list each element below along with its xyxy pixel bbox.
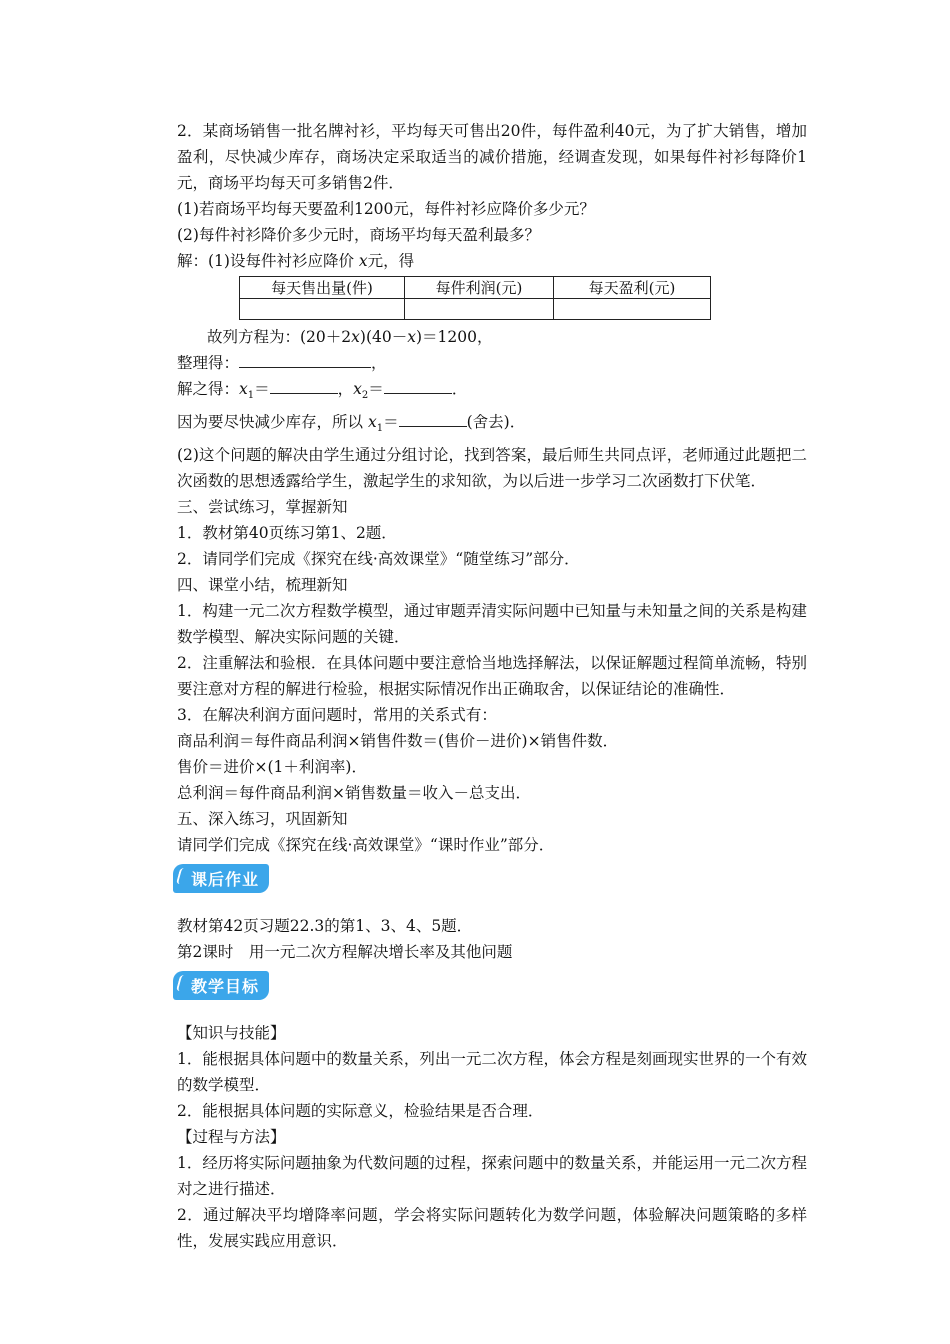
equation-part: )(40－ bbox=[359, 328, 408, 346]
simplify-blank[interactable] bbox=[239, 350, 371, 368]
simplify-line bbox=[147, 350, 807, 376]
teaching-goals-badge bbox=[173, 971, 269, 1000]
solution-setup bbox=[147, 248, 807, 274]
x2-blank[interactable] bbox=[384, 376, 452, 394]
section-3-heading: 三、尝试练习，掌握新知 bbox=[177, 498, 348, 517]
equation-part: )＝1200， bbox=[415, 328, 493, 346]
table-header-cell: 每件利润(元) bbox=[405, 277, 554, 299]
homework-text: 教材第42页习题22.3的第1、3、4、5题． bbox=[177, 917, 473, 936]
badge-label: 教学目标 bbox=[191, 977, 260, 997]
table-header-cell: 每天盈利(元) bbox=[554, 277, 711, 299]
punctuation: ． bbox=[451, 380, 468, 398]
subscript: 1 bbox=[376, 423, 384, 435]
punctuation: ， bbox=[337, 380, 354, 398]
equals-sign: ＝ bbox=[383, 413, 399, 432]
table-cell-blank bbox=[554, 299, 711, 320]
section-4-heading: 四、课堂小结，梳理新知 bbox=[177, 576, 348, 595]
equation-part: 故列方程为：(20＋2 bbox=[207, 328, 352, 346]
variable-x2: x bbox=[353, 380, 362, 398]
discard-blank[interactable] bbox=[399, 409, 467, 427]
variable-x1: x bbox=[367, 413, 377, 432]
formula-profit: 商品利润＝每件商品利润×销售件数＝(售价－进价)×销售件数． bbox=[177, 732, 619, 751]
question-1: (1)若商场平均每天要盈利1200元，每件衬衫应降价多少元？ bbox=[177, 200, 595, 218]
solution-suffix: 元，得 bbox=[367, 252, 415, 270]
process-item-2: 2．通过解决平均增降率问题，学会将实际问题转化为数学问题，体验解决问题策略的多样性，发展实践应用意识． bbox=[177, 1206, 807, 1251]
simplify-label: 整理得： bbox=[177, 354, 240, 372]
section-5-heading: 五、深入练习，巩固新知 bbox=[177, 810, 348, 829]
solution-prefix: 解：(1)设每件衬衫应降价 bbox=[177, 252, 354, 270]
discard-line bbox=[147, 409, 807, 442]
process-method-heading: 【过程与方法】 bbox=[177, 1128, 286, 1147]
document-page bbox=[147, 118, 807, 1254]
knowledge-item-2: 2．能根据具体问题的实际意义，检验结果是否合理． bbox=[177, 1102, 544, 1121]
discard-text: (舍去)． bbox=[466, 413, 526, 432]
homework-badge bbox=[173, 864, 269, 893]
pen-icon bbox=[176, 975, 188, 991]
subscript: 2 bbox=[361, 390, 369, 402]
solve-line bbox=[147, 376, 807, 409]
table-cell-blank bbox=[240, 299, 405, 320]
variable-x: x bbox=[358, 252, 368, 270]
badge-label: 课后作业 bbox=[191, 870, 260, 890]
lesson-2-title: 第2课时 用一元二次方程解决增长率及其他问题 bbox=[177, 943, 513, 962]
knowledge-skills-heading: 【知识与技能】 bbox=[177, 1024, 286, 1043]
process-item-1: 1．经历将实际问题抽象为代数问题的过程，探索问题中的数量关系，并能运用一元二次方程对之进行描述． bbox=[177, 1154, 807, 1199]
section-4-item-3: 3．在解决利润方面问题时，常用的关系式有： bbox=[177, 706, 497, 725]
solve-label: 解之得： bbox=[177, 380, 240, 398]
variable-x: x bbox=[351, 328, 360, 346]
punctuation: ， bbox=[371, 354, 387, 372]
table-cell-blank bbox=[405, 299, 554, 320]
equals-sign: ＝ bbox=[368, 380, 384, 398]
pen-icon bbox=[176, 868, 188, 884]
x1-blank[interactable] bbox=[270, 376, 338, 394]
equals-sign: ＝ bbox=[254, 380, 270, 398]
section-4-item-2: 2．注重解法和验根．在具体问题中要注意恰当地选择解法，以保证解题过程简单流畅，特别要注意对方程的解进行检验，根据实际情况作出正确取舍，以保证结论的准确性． bbox=[177, 654, 807, 699]
subscript: 1 bbox=[247, 390, 255, 402]
problem-2-text: 2．某商场销售一批名牌衬衫，平均每天可售出20件，每件盈利40元，为了扩大销售，增加盈利，尽快减少库存，商场决定采取适当的减价措施，经调查发现，如果每件衬衫每降价1元，商场平均每天可多销售2件． bbox=[177, 122, 807, 192]
section-5-item-1: 请同学们完成《探究在线·高效课堂》“课时作业”部分． bbox=[177, 836, 555, 855]
because-text: 因为要尽快减少库存，所以 bbox=[177, 413, 364, 432]
formula-total-profit: 总利润＝每件商品利润×销售数量＝收入－总支出． bbox=[177, 784, 531, 803]
variable-x1: x bbox=[239, 380, 248, 398]
part-2-discussion: (2)这个问题的解决由学生通过分组讨论，找到答案，最后师生共同点评，老师通过此题把二次函数的思想透露给学生，激起学生的求知欲，为以后进一步学习二次函数打下伏笔． bbox=[177, 446, 807, 491]
section-3-item-2: 2．请同学们完成《探究在线·高效课堂》“随堂练习”部分． bbox=[177, 550, 580, 569]
table-header-row bbox=[240, 277, 711, 299]
table-header-cell: 每天售出量(件) bbox=[240, 277, 405, 299]
section-4-item-1: 1．构建一元二次方程数学模型，通过审题弄清实际问题中已知量与未知量之间的关系是构建数学模型、解决实际问题的关键． bbox=[177, 602, 807, 647]
knowledge-item-1: 1．能根据具体问题中的数量关系，列出一元二次方程，体会方程是刻画现实世界的一个有效的数学模型． bbox=[177, 1050, 807, 1095]
section-3-item-1: 1．教材第40页练习第1、2题． bbox=[177, 524, 397, 543]
table-row bbox=[240, 299, 711, 320]
formula-price: 售价＝进价×(1＋利润率)． bbox=[177, 758, 367, 777]
equation-line bbox=[147, 324, 807, 350]
variable-x: x bbox=[407, 328, 416, 346]
sales-table bbox=[239, 276, 711, 320]
question-2: (2)每件衬衫降价多少元时，商场平均每天盈利最多？ bbox=[177, 226, 540, 244]
